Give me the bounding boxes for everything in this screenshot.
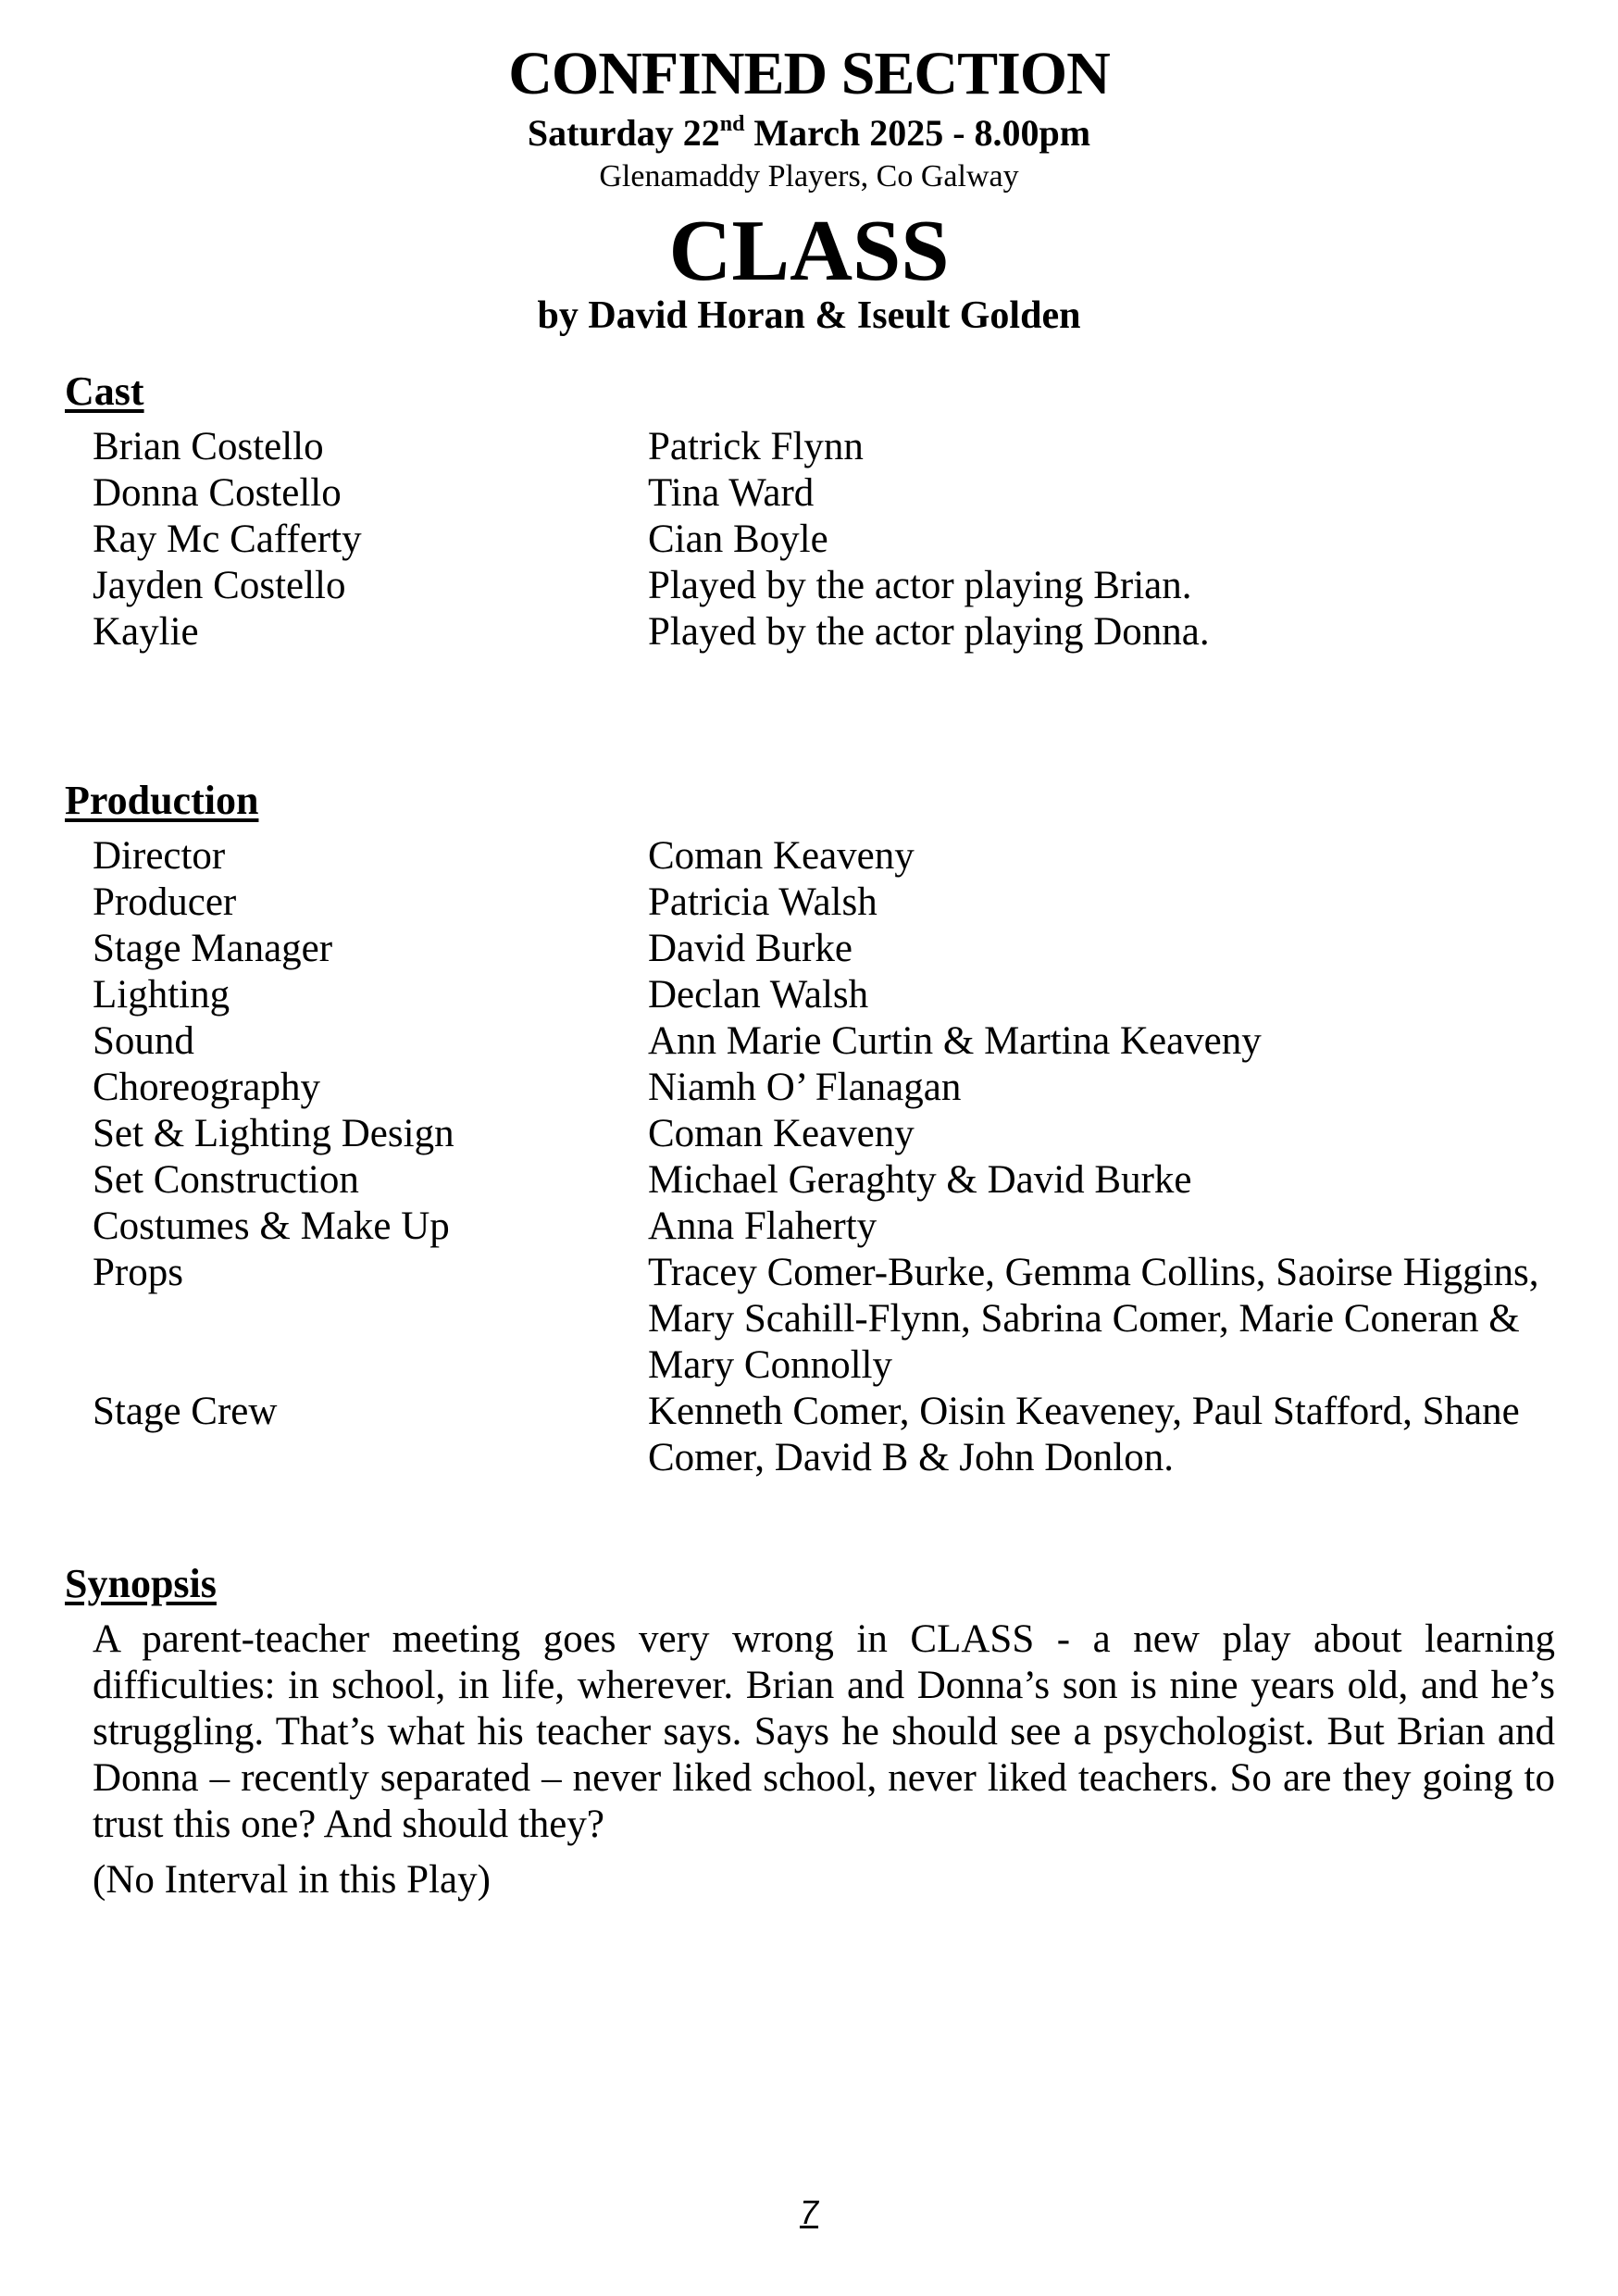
cast-row xyxy=(0,424,1618,470)
play-authors: by David Horan & Iseult Golden xyxy=(537,294,1081,337)
cast-actor: Patrick Flynn xyxy=(648,425,864,468)
production-row xyxy=(0,926,1618,972)
synopsis-text: A parent-teacher meeting goes very wrong in CLASS - a new play about learning difficulties: in school, in life, wherever. Brian and Donna’s son is nine years old, and he’s struggling. That’s what his teacher says. Says he should see a psychologist. But Brian and Donna – recently separated – never liked school, never liked teachers. So are they going to trust this one? And should they? xyxy=(93,1617,1555,1846)
cast-role: Ray Mc Cafferty xyxy=(93,518,362,561)
company-name: Glenamaddy Players, Co Galway xyxy=(599,159,1019,193)
production-person: Anna Flaherty xyxy=(648,1204,877,1248)
page-number: 7 xyxy=(799,2193,819,2231)
cast-row xyxy=(0,470,1618,517)
cast-actor: Cian Boyle xyxy=(648,518,828,561)
production-person: Coman Keaveny xyxy=(648,834,915,878)
production-list xyxy=(0,833,1618,1481)
production-person: Michael Geraghty & David Burke xyxy=(648,1158,1192,1202)
cast-role: Jayden Costello xyxy=(93,564,346,607)
performance-date xyxy=(0,111,1618,156)
production-row xyxy=(0,1065,1618,1111)
production-person: Patricia Walsh xyxy=(648,880,877,924)
production-role: Stage Crew xyxy=(93,1390,278,1433)
production-role: Lighting xyxy=(93,973,230,1017)
cast-actor: Tina Ward xyxy=(648,471,815,515)
production-person: David Burke xyxy=(648,927,853,970)
production-role: Choreography xyxy=(93,1066,320,1109)
production-row xyxy=(0,833,1618,880)
production-role: Producer xyxy=(93,880,237,924)
production-role: Props xyxy=(93,1251,183,1294)
production-row xyxy=(0,972,1618,1018)
cast-heading: Cast xyxy=(65,368,144,414)
date-ordinal-suffix: nd xyxy=(719,112,745,136)
production-row xyxy=(0,1018,1618,1065)
production-person: Niamh O’ Flanagan xyxy=(648,1066,962,1109)
production-row xyxy=(0,1204,1618,1250)
production-person: Declan Walsh xyxy=(648,973,869,1017)
section-title: CONFINED SECTION xyxy=(508,40,1110,107)
production-role: Set & Lighting Design xyxy=(93,1112,454,1155)
production-row xyxy=(0,1250,1618,1389)
cast-row xyxy=(0,517,1618,563)
production-person: Kenneth Comer, Oisin Keaveney, Paul Stafford, Shane Comer, David B & John Donlon. xyxy=(648,1390,1520,1479)
cast-role: Kaylie xyxy=(93,610,199,654)
interval-note: (No Interval in this Play) xyxy=(93,1858,491,1902)
production-person: Ann Marie Curtin & Martina Keaveny xyxy=(648,1019,1262,1063)
date-prefix: Saturday 22 xyxy=(527,112,720,154)
production-person: Tracey Comer-Burke, Gemma Collins, Saoirse Higgins, Mary Scahill-Flynn, Sabrina Comer, Marie Coneran & Mary Connolly xyxy=(648,1251,1539,1387)
production-role: Set Construction xyxy=(93,1158,359,1202)
synopsis-heading: Synopsis xyxy=(65,1561,217,1606)
cast-role: Donna Costello xyxy=(93,471,342,515)
production-role: Costumes & Make Up xyxy=(93,1204,450,1248)
production-row xyxy=(0,1389,1618,1481)
cast-actor: Played by the actor playing Donna. xyxy=(648,610,1210,654)
cast-list xyxy=(0,424,1618,655)
date-rest: March 2025 - 8.00pm xyxy=(744,112,1091,154)
production-role: Director xyxy=(93,834,226,878)
cast-role: Brian Costello xyxy=(93,425,324,468)
production-heading: Production xyxy=(65,778,259,823)
cast-actor: Played by the actor playing Brian. xyxy=(648,564,1192,607)
production-row xyxy=(0,1157,1618,1204)
play-title: CLASS xyxy=(668,203,950,299)
production-role: Stage Manager xyxy=(93,927,333,970)
production-row xyxy=(0,1111,1618,1157)
cast-row xyxy=(0,609,1618,655)
production-role: Sound xyxy=(93,1019,194,1063)
production-person: Coman Keaveny xyxy=(648,1112,915,1155)
cast-row xyxy=(0,563,1618,609)
production-row xyxy=(0,880,1618,926)
